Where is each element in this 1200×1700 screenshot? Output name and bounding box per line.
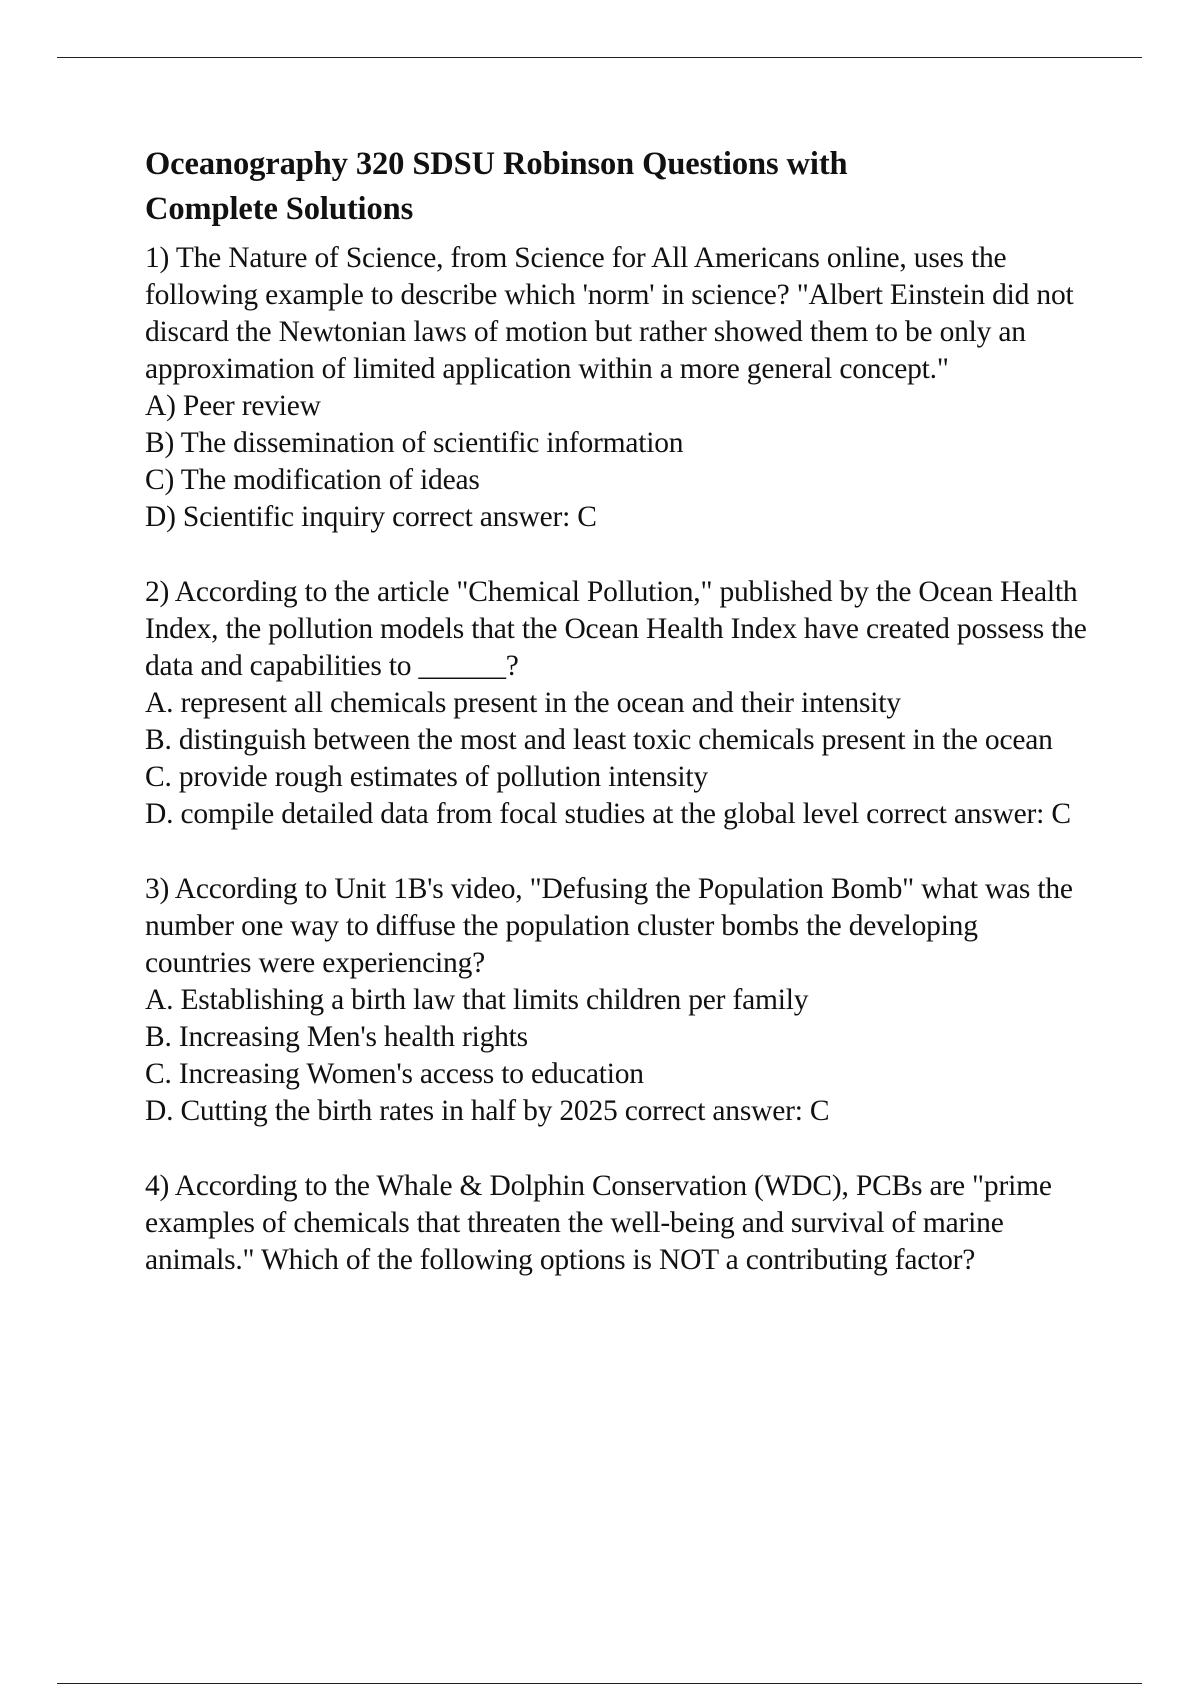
question-2-option-c: C. provide rough estimates of pollution intensity: [145, 761, 708, 793]
title-line-1: Oceanography 320 SDSU Robinson Questions with: [145, 146, 848, 182]
question-1-option-b: B) The dissemination of scientific information: [145, 427, 684, 459]
title-line-2: Complete Solutions: [145, 191, 414, 227]
document-body: [145, 142, 1090, 1279]
question-2-option-b: B. distinguish between the most and least toxic chemicals present in the ocean: [145, 724, 1053, 756]
question-1-option-c: C) The modification of ideas: [145, 464, 480, 496]
document-title: [145, 142, 1090, 232]
question-2-option-a: A. represent all chemicals present in the ocean and their intensity: [145, 687, 901, 719]
question-3-option-a: A. Establishing a birth law that limits children per family: [145, 984, 809, 1016]
footer-rule: [57, 1683, 1142, 1684]
question-1-text: 1) The Nature of Science, from Science for All Americans online, uses the following example to describe which 'norm' in science? "Albert Einstein did not discard the Newtonian laws of motion but rather showed them to be only an approximation of limited application within a more general concept.": [145, 242, 1074, 385]
question-2-option-d: D. compile detailed data from focal studies at the global level correct answer: C: [145, 798, 1071, 830]
question-3-option-c: C. Increasing Women's access to education: [145, 1058, 644, 1090]
question-4-text: 4) According to the Whale & Dolphin Conservation (WDC), PCBs are "prime examples of chemicals that threaten the well-being and survival of marine animals." Which of the following options is NOT a contributing factor?: [145, 1170, 1052, 1276]
question-2-text: 2) According to the article "Chemical Pollution," published by the Ocean Health Index, the pollution models that the Ocean Health Index have created possess the data and capabilities to ______?: [145, 576, 1087, 682]
question-3-option-d: D. Cutting the birth rates in half by 2025 correct answer: C: [145, 1095, 830, 1127]
question-1-option-d: D) Scientific inquiry correct answer: C: [145, 501, 597, 533]
question-3-text: 3) According to Unit 1B's video, "Defusing the Population Bomb" what was the number one way to diffuse the population cluster bombs the developing countries were experiencing?: [145, 873, 1073, 979]
question-3-option-b: B. Increasing Men's health rights: [145, 1021, 528, 1053]
question-3: [145, 871, 1090, 1130]
header-rule: [57, 57, 1142, 58]
question-4: [145, 1168, 1090, 1279]
question-1-option-a: A) Peer review: [145, 390, 321, 422]
question-2: [145, 574, 1090, 833]
question-1: [145, 240, 1090, 536]
